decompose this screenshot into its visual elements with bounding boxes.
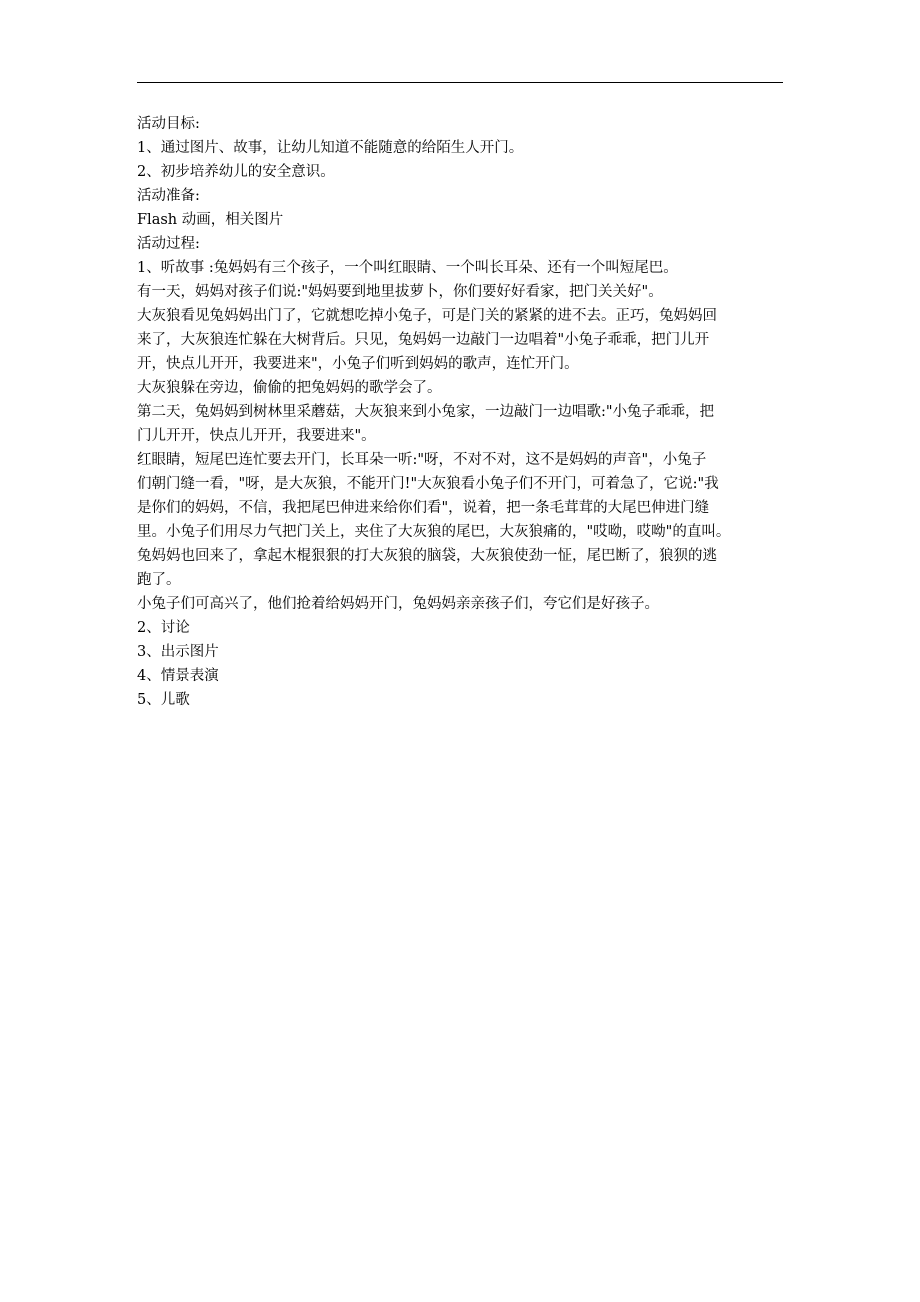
process-step-5: 5、儿歌 xyxy=(137,692,190,708)
story-paragraph-line: 大灰狼看见兔妈妈出门了，它就想吃掉小兔子，可是门关的紧紧的进不去。正巧，兔妈妈回 xyxy=(137,308,717,324)
story-paragraph-line: 来了，大灰狼连忙躲在大树背后。只见，兔妈妈一边敲门一边唱着"小兔子乖乖，把门儿开 xyxy=(137,332,710,348)
story-paragraph-line: 有一天，妈妈对孩子们说:"妈妈要到地里拔萝卜，你们要好好看家，把门关关好"。 xyxy=(137,284,663,300)
document-body xyxy=(137,112,787,712)
story-paragraph-line: 小兔子们可高兴了，他们抢着给妈妈开门，兔妈妈亲亲孩子们，夸它们是好孩子。 xyxy=(137,596,659,612)
process-step-3: 3、出示图片 xyxy=(137,644,219,660)
process-step-2: 2、讨论 xyxy=(137,620,190,636)
story-paragraph-line: 里。小兔子们用尽力气把门关上，夹住了大灰狼的尾巴，大灰狼痛的，"哎呦，哎呦"的直叫。 xyxy=(137,524,731,540)
process-step-4: 4、情景表演 xyxy=(137,668,219,684)
story-paragraph-line: 跑了。 xyxy=(137,572,181,588)
objective-item-2: 2、初步培养幼儿的安全意识。 xyxy=(137,164,335,180)
story-paragraph-line: 开，快点儿开开，我要进来"，小兔子们听到妈妈的歌声，连忙开门。 xyxy=(137,356,579,372)
process-step-1-story: 1、听故事 :兔妈妈有三个孩子，一个叫红眼睛、一个叫长耳朵、还有一个叫短尾巴。 xyxy=(137,260,678,276)
objective-item-1: 1、通过图片、故事，让幼儿知道不能随意的给陌生人开门。 xyxy=(137,140,524,156)
preparation-text: Flash 动画，相关图片 xyxy=(137,212,284,228)
story-paragraph-line: 红眼睛，短尾巴连忙要去开门，长耳朵一听:"呀，不对不对，这不是妈妈的声音"，小兔子 xyxy=(137,452,707,468)
story-paragraph-line: 是你们的妈妈，不信，我把尾巴伸进来给你们看"，说着，把一条毛茸茸的大尾巴伸进门缝 xyxy=(137,500,710,516)
story-paragraph-line: 大灰狼躲在旁边，偷偷的把兔妈妈的歌学会了。 xyxy=(137,380,442,396)
story-paragraph-line: 们朝门缝一看，"呀，是大灰狼，不能开门!"大灰狼看小兔子们不开门，可着急了，它说:"我 xyxy=(137,476,719,492)
story-paragraph-line: 第二天，兔妈妈到树林里采蘑菇，大灰狼来到小兔家，一边敲门一边唱歌:"小兔子乖乖，把 xyxy=(137,404,715,420)
section-heading-preparation: 活动准备: xyxy=(137,188,200,204)
section-heading-process: 活动过程: xyxy=(137,236,200,252)
story-paragraph-line: 门儿开开，快点儿开开，我要进来"。 xyxy=(137,428,376,444)
story-paragraph-line: 兔妈妈也回来了，拿起木棍狠狠的打大灰狼的脑袋，大灰狼使劲一怔，尾巴断了，狼狈的逃 xyxy=(137,548,717,564)
section-heading-objectives: 活动目标: xyxy=(137,116,200,132)
header-rule xyxy=(137,82,783,83)
